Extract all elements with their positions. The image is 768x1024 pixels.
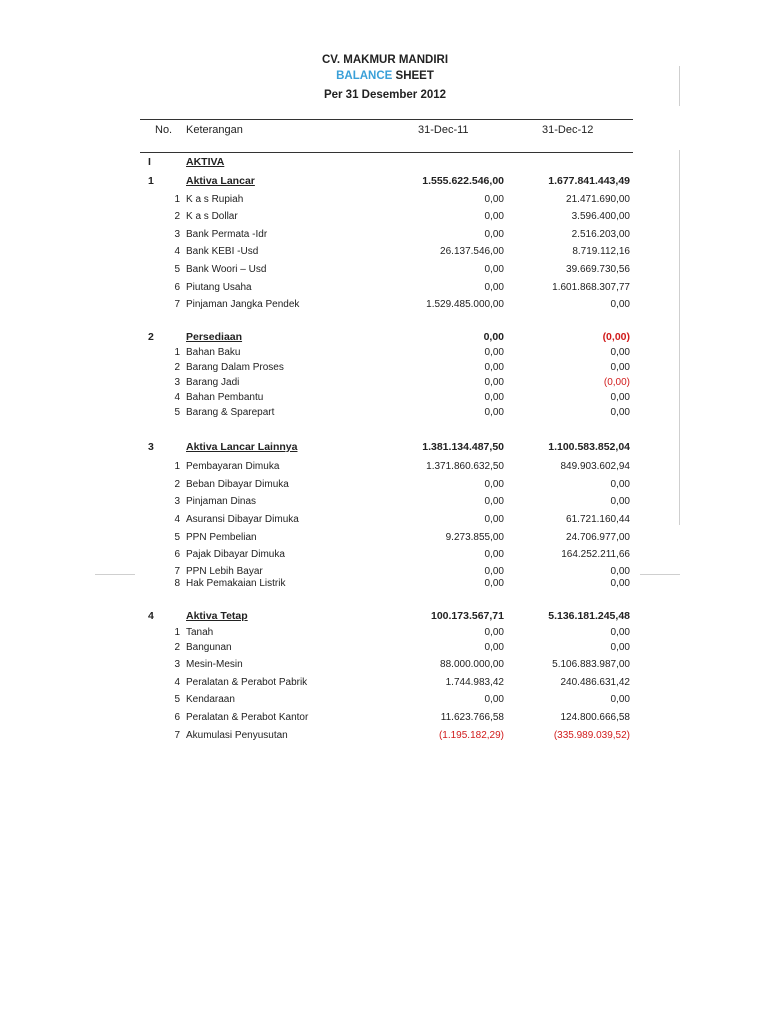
value-2011: 0,00	[484, 407, 504, 418]
row-label: Mesin-Mesin	[186, 659, 243, 670]
company-name: CV. MAKMUR MANDIRI	[321, 54, 449, 66]
row-number: 3	[148, 441, 154, 453]
row-subnumber: 2	[174, 362, 180, 373]
row-subnumber: 7	[174, 566, 180, 577]
row-label: Pembayaran Dimuka	[186, 461, 280, 472]
row-subnumber: 2	[174, 479, 180, 490]
value-2012: 24.706.977,00	[566, 532, 630, 543]
value-2011: (1.195.182,29)	[438, 730, 504, 741]
value-2012: 124.800.666,58	[560, 712, 630, 723]
table-row	[0, 209, 768, 224]
row-subnumber: 4	[174, 392, 180, 403]
row-number: I	[148, 156, 151, 168]
row-subnumber: 5	[174, 407, 180, 418]
col-header-no: No.	[155, 124, 173, 136]
value-2011: 11.623.766,58	[440, 712, 504, 723]
row-subnumber: 3	[174, 377, 180, 388]
value-2011: 0,00	[484, 514, 504, 525]
table-row	[0, 477, 768, 492]
value-2011: 0,00	[484, 362, 504, 373]
row-subnumber: 1	[174, 627, 180, 638]
value-2011: 0,00	[484, 694, 504, 705]
row-label: Asuransi Dibayar Dimuka	[186, 514, 299, 525]
value-2011: 0,00	[484, 377, 504, 388]
row-label: Persediaan	[186, 331, 243, 343]
value-2012: 1.100.583.852,04	[548, 441, 630, 453]
value-2011: 1.555.622.546,00	[422, 175, 504, 187]
value-2011: 0,00	[484, 194, 504, 205]
value-2012: 0,00	[610, 566, 630, 577]
row-subnumber: 5	[174, 532, 180, 543]
value-2011: 0,00	[484, 264, 504, 275]
scan-edge-mark	[640, 574, 680, 575]
value-2012: 5.106.883.987,00	[552, 659, 630, 670]
table-row	[0, 227, 768, 242]
table-row	[0, 640, 768, 655]
section-row	[0, 609, 768, 624]
col-header-description: Keterangan	[186, 124, 243, 136]
value-2012: 3.596.400,00	[571, 211, 630, 222]
value-2011: 0,00	[484, 578, 504, 589]
row-label: K a s Dollar	[186, 211, 238, 222]
table-top-rule	[140, 119, 633, 120]
table-row	[0, 692, 768, 707]
row-label: Peralatan & Perabot Kantor	[186, 712, 309, 723]
value-2012: 1.601.868.307,77	[552, 282, 630, 293]
value-2011: 88.000.000,00	[440, 659, 504, 670]
row-subnumber: 1	[174, 347, 180, 358]
value-2011: 9.273.855,00	[445, 532, 504, 543]
row-label: K a s Rupiah	[186, 194, 244, 205]
row-label: Piutang Usaha	[186, 282, 252, 293]
value-2012: 0,00	[610, 627, 630, 638]
row-label: Akumulasi Penyusutan	[186, 730, 288, 741]
table-row	[0, 405, 768, 420]
row-subnumber: 8	[174, 578, 180, 589]
value-2012: 164.252.211,66	[561, 549, 630, 560]
report-date: Per 31 Desember 2012	[323, 89, 447, 101]
scan-edge-mark	[679, 66, 680, 106]
value-2011: 0,00	[484, 627, 504, 638]
value-2011: 0,00	[484, 549, 504, 560]
row-label: Barang Jadi	[186, 377, 240, 388]
table-row	[0, 576, 768, 591]
value-2012: (0,00)	[603, 377, 630, 388]
row-label: Peralatan & Perabot Pabrik	[186, 677, 308, 688]
table-row	[0, 625, 768, 640]
table-row	[0, 262, 768, 277]
document-title	[300, 70, 470, 82]
row-subnumber: 1	[174, 461, 180, 472]
table-row	[0, 375, 768, 390]
value-2011: 0,00	[484, 642, 504, 653]
table-row	[0, 710, 768, 725]
value-2012: 21.471.690,00	[566, 194, 630, 205]
row-label: Pinjaman Dinas	[186, 496, 257, 507]
table-row	[0, 675, 768, 690]
value-2011: 26.137.546,00	[440, 246, 504, 257]
row-label: PPN Pembelian	[186, 532, 257, 543]
value-2011: 0,00	[484, 479, 504, 490]
row-subnumber: 3	[174, 229, 180, 240]
value-2011: 0,00	[484, 392, 504, 403]
value-2012: 0,00	[610, 642, 630, 653]
table-row	[0, 360, 768, 375]
value-2011: 0,00	[484, 347, 504, 358]
value-2011: 0,00	[483, 331, 504, 343]
value-2012: (0,00)	[602, 331, 630, 343]
section-row	[0, 174, 768, 189]
row-label: Bahan Baku	[186, 347, 241, 358]
row-label: Barang & Sparepart	[186, 407, 275, 418]
value-2012: 2.516.203,00	[571, 229, 630, 240]
row-subnumber: 5	[174, 264, 180, 275]
value-2011: 1.381.134.487,50	[422, 441, 504, 453]
table-row	[0, 728, 768, 743]
row-subnumber: 2	[174, 211, 180, 222]
row-label: Tanah	[186, 627, 214, 638]
row-label: Bangunan	[186, 642, 232, 653]
row-subnumber: 4	[174, 246, 180, 257]
table-row	[0, 657, 768, 672]
value-2011: 100.173.567,71	[431, 610, 504, 622]
row-label: Aktiva Lancar Lainnya	[186, 441, 298, 453]
row-number: 4	[148, 610, 154, 622]
row-subnumber: 7	[174, 299, 180, 310]
value-2011: 0,00	[484, 566, 504, 577]
value-2012: 849.903.602,94	[560, 461, 630, 472]
value-2012: 1.677.841.443,49	[548, 175, 630, 187]
value-2012: 0,00	[610, 392, 630, 403]
value-2012: 0,00	[610, 694, 630, 705]
row-label: Bank Woori – Usd	[186, 264, 267, 275]
value-2012: 0,00	[610, 299, 630, 310]
row-subnumber: 6	[174, 712, 180, 723]
row-subnumber: 2	[174, 642, 180, 653]
value-2011: 0,00	[484, 211, 504, 222]
value-2012: 0,00	[610, 347, 630, 358]
value-2012: 0,00	[610, 578, 630, 589]
row-label: Aktiva Lancar	[186, 175, 255, 187]
table-row	[0, 459, 768, 474]
section-row	[0, 155, 768, 170]
row-label: Pajak Dibayar Dimuka	[186, 549, 285, 560]
table-row	[0, 547, 768, 562]
scan-edge-mark	[679, 150, 680, 525]
value-2012: 5.136.181.245,48	[548, 610, 630, 622]
row-number: 1	[148, 175, 154, 187]
row-label: Bahan Pembantu	[186, 392, 264, 403]
scan-edge-mark	[95, 574, 135, 575]
col-header-2012: 31-Dec-12	[542, 124, 594, 136]
section-row	[0, 330, 768, 345]
value-2011: 1.371.860.632,50	[426, 461, 504, 472]
row-label: Bank KEBI -Usd	[186, 246, 259, 257]
value-2011: 1.529.485.000,00	[426, 299, 504, 310]
row-number: 2	[148, 331, 154, 343]
value-2012: (335.989.039,52)	[553, 730, 630, 741]
value-2012: 39.669.730,56	[566, 264, 630, 275]
table-row	[0, 345, 768, 360]
row-subnumber: 6	[174, 282, 180, 293]
value-2011: 0,00	[484, 496, 504, 507]
value-2011: 0,00	[484, 229, 504, 240]
row-label: Aktiva Tetap	[186, 610, 248, 622]
title-accent: BALANCE	[336, 70, 393, 82]
row-label: Beban Dibayar Dimuka	[186, 479, 289, 490]
table-row	[0, 512, 768, 527]
row-subnumber: 1	[174, 194, 180, 205]
row-label: Bank Permata -Idr	[186, 229, 268, 240]
table-row	[0, 297, 768, 312]
table-row	[0, 280, 768, 295]
title-rest: SHEET	[392, 70, 434, 82]
value-2011: 0,00	[484, 282, 504, 293]
value-2012: 0,00	[610, 407, 630, 418]
row-subnumber: 5	[174, 694, 180, 705]
row-label: PPN Lebih Bayar	[186, 566, 263, 577]
value-2012: 0,00	[610, 479, 630, 490]
table-row	[0, 390, 768, 405]
row-label: Pinjaman Jangka Pendek	[186, 299, 300, 310]
row-subnumber: 3	[174, 496, 180, 507]
row-subnumber: 4	[174, 677, 180, 688]
value-2012: 0,00	[610, 496, 630, 507]
row-label: Kendaraan	[186, 694, 235, 705]
section-row	[0, 440, 768, 455]
value-2012: 8.719.112,16	[572, 246, 630, 257]
row-label: AKTIVA	[186, 156, 225, 168]
row-subnumber: 3	[174, 659, 180, 670]
row-subnumber: 6	[174, 549, 180, 560]
row-subnumber: 7	[174, 730, 180, 741]
table-row	[0, 530, 768, 545]
table-row	[0, 192, 768, 207]
row-label: Hak Pemakaian Listrik	[186, 578, 286, 589]
value-2012: 0,00	[610, 362, 630, 373]
table-row	[0, 494, 768, 509]
value-2012: 61.721.160,44	[566, 514, 630, 525]
row-subnumber: 4	[174, 514, 180, 525]
table-row	[0, 244, 768, 259]
value-2011: 1.744.983,42	[445, 677, 504, 688]
col-header-2011: 31-Dec-11	[418, 124, 469, 136]
table-header-rule	[140, 152, 633, 153]
value-2012: 240.486.631,42	[560, 677, 630, 688]
row-label: Barang Dalam Proses	[186, 362, 284, 373]
